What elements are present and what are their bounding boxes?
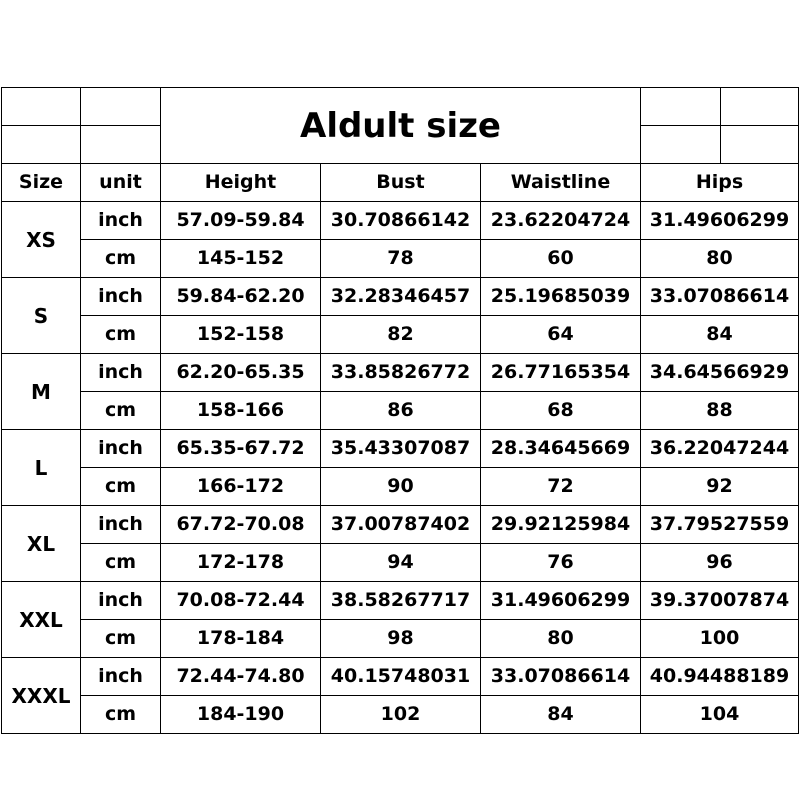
hips-cell: 92 <box>641 468 799 506</box>
height-cell: 67.72-70.08 <box>161 506 321 544</box>
height-cell: 70.08-72.44 <box>161 582 321 620</box>
empty-cell <box>641 126 721 164</box>
size-label: S <box>2 278 81 354</box>
waistline-cell: 60 <box>481 240 641 278</box>
height-cell: 152-158 <box>161 316 321 354</box>
bust-cell: 32.28346457 <box>321 278 481 316</box>
table-title: Aldult size <box>161 88 641 164</box>
height-cell: 184-190 <box>161 696 321 734</box>
table-row <box>2 658 799 696</box>
hips-cell: 80 <box>641 240 799 278</box>
waistline-cell: 31.49606299 <box>481 582 641 620</box>
hips-cell: 37.79527559 <box>641 506 799 544</box>
table-row <box>2 468 799 506</box>
empty-cell <box>721 88 799 126</box>
unit-cell: cm <box>81 240 161 278</box>
table-row <box>2 316 799 354</box>
unit-cell: inch <box>81 278 161 316</box>
height-cell: 166-172 <box>161 468 321 506</box>
size-label: L <box>2 430 81 506</box>
height-cell: 57.09-59.84 <box>161 202 321 240</box>
height-cell: 158-166 <box>161 392 321 430</box>
unit-cell: inch <box>81 430 161 468</box>
header-row <box>2 164 799 202</box>
hips-cell: 39.37007874 <box>641 582 799 620</box>
bust-cell: 38.58267717 <box>321 582 481 620</box>
bust-cell: 33.85826772 <box>321 354 481 392</box>
hips-cell: 33.07086614 <box>641 278 799 316</box>
size-label: XXXL <box>2 658 81 734</box>
size-label: XL <box>2 506 81 582</box>
empty-cell <box>721 126 799 164</box>
header-bust: Bust <box>321 164 481 202</box>
unit-cell: cm <box>81 468 161 506</box>
waistline-cell: 64 <box>481 316 641 354</box>
waistline-cell: 26.77165354 <box>481 354 641 392</box>
table-row <box>2 620 799 658</box>
unit-cell: inch <box>81 354 161 392</box>
waistline-cell: 84 <box>481 696 641 734</box>
waistline-cell: 72 <box>481 468 641 506</box>
hips-cell: 100 <box>641 620 799 658</box>
waistline-cell: 33.07086614 <box>481 658 641 696</box>
table-row <box>2 582 799 620</box>
hips-cell: 31.49606299 <box>641 202 799 240</box>
table-row <box>2 544 799 582</box>
hips-cell: 34.64566929 <box>641 354 799 392</box>
table-row <box>2 430 799 468</box>
height-cell: 145-152 <box>161 240 321 278</box>
bust-cell: 40.15748031 <box>321 658 481 696</box>
bust-cell: 86 <box>321 392 481 430</box>
height-cell: 59.84-62.20 <box>161 278 321 316</box>
table-row <box>2 354 799 392</box>
hips-cell: 104 <box>641 696 799 734</box>
table-row <box>2 278 799 316</box>
hips-cell: 88 <box>641 392 799 430</box>
bust-cell: 78 <box>321 240 481 278</box>
empty-cell <box>2 88 81 126</box>
header-height: Height <box>161 164 321 202</box>
bust-cell: 35.43307087 <box>321 430 481 468</box>
unit-cell: inch <box>81 658 161 696</box>
bust-cell: 102 <box>321 696 481 734</box>
waistline-cell: 76 <box>481 544 641 582</box>
table-row <box>2 696 799 734</box>
waistline-cell: 25.19685039 <box>481 278 641 316</box>
size-label: M <box>2 354 81 430</box>
height-cell: 65.35-67.72 <box>161 430 321 468</box>
title-row-top <box>2 88 799 126</box>
unit-cell: cm <box>81 316 161 354</box>
table-row <box>2 506 799 544</box>
hips-cell: 40.94488189 <box>641 658 799 696</box>
unit-cell: cm <box>81 620 161 658</box>
bust-cell: 94 <box>321 544 481 582</box>
waistline-cell: 80 <box>481 620 641 658</box>
bust-cell: 37.00787402 <box>321 506 481 544</box>
table-row <box>2 240 799 278</box>
header-waistline: Waistline <box>481 164 641 202</box>
waistline-cell: 68 <box>481 392 641 430</box>
unit-cell: cm <box>81 544 161 582</box>
waistline-cell: 28.34645669 <box>481 430 641 468</box>
table-row <box>2 392 799 430</box>
unit-cell: cm <box>81 392 161 430</box>
empty-cell <box>2 126 81 164</box>
unit-cell: inch <box>81 506 161 544</box>
unit-cell: inch <box>81 582 161 620</box>
size-chart-table <box>1 87 799 734</box>
header-hips: Hips <box>641 164 799 202</box>
size-label: XS <box>2 202 81 278</box>
bust-cell: 90 <box>321 468 481 506</box>
hips-cell: 84 <box>641 316 799 354</box>
hips-cell: 96 <box>641 544 799 582</box>
waistline-cell: 29.92125984 <box>481 506 641 544</box>
table-row <box>2 202 799 240</box>
header-unit: unit <box>81 164 161 202</box>
header-size: Size <box>2 164 81 202</box>
height-cell: 178-184 <box>161 620 321 658</box>
height-cell: 62.20-65.35 <box>161 354 321 392</box>
empty-cell <box>81 88 161 126</box>
height-cell: 72.44-74.80 <box>161 658 321 696</box>
empty-cell <box>81 126 161 164</box>
height-cell: 172-178 <box>161 544 321 582</box>
empty-cell <box>641 88 721 126</box>
unit-cell: cm <box>81 696 161 734</box>
bust-cell: 82 <box>321 316 481 354</box>
size-label: XXL <box>2 582 81 658</box>
waistline-cell: 23.62204724 <box>481 202 641 240</box>
hips-cell: 36.22047244 <box>641 430 799 468</box>
bust-cell: 98 <box>321 620 481 658</box>
unit-cell: inch <box>81 202 161 240</box>
bust-cell: 30.70866142 <box>321 202 481 240</box>
